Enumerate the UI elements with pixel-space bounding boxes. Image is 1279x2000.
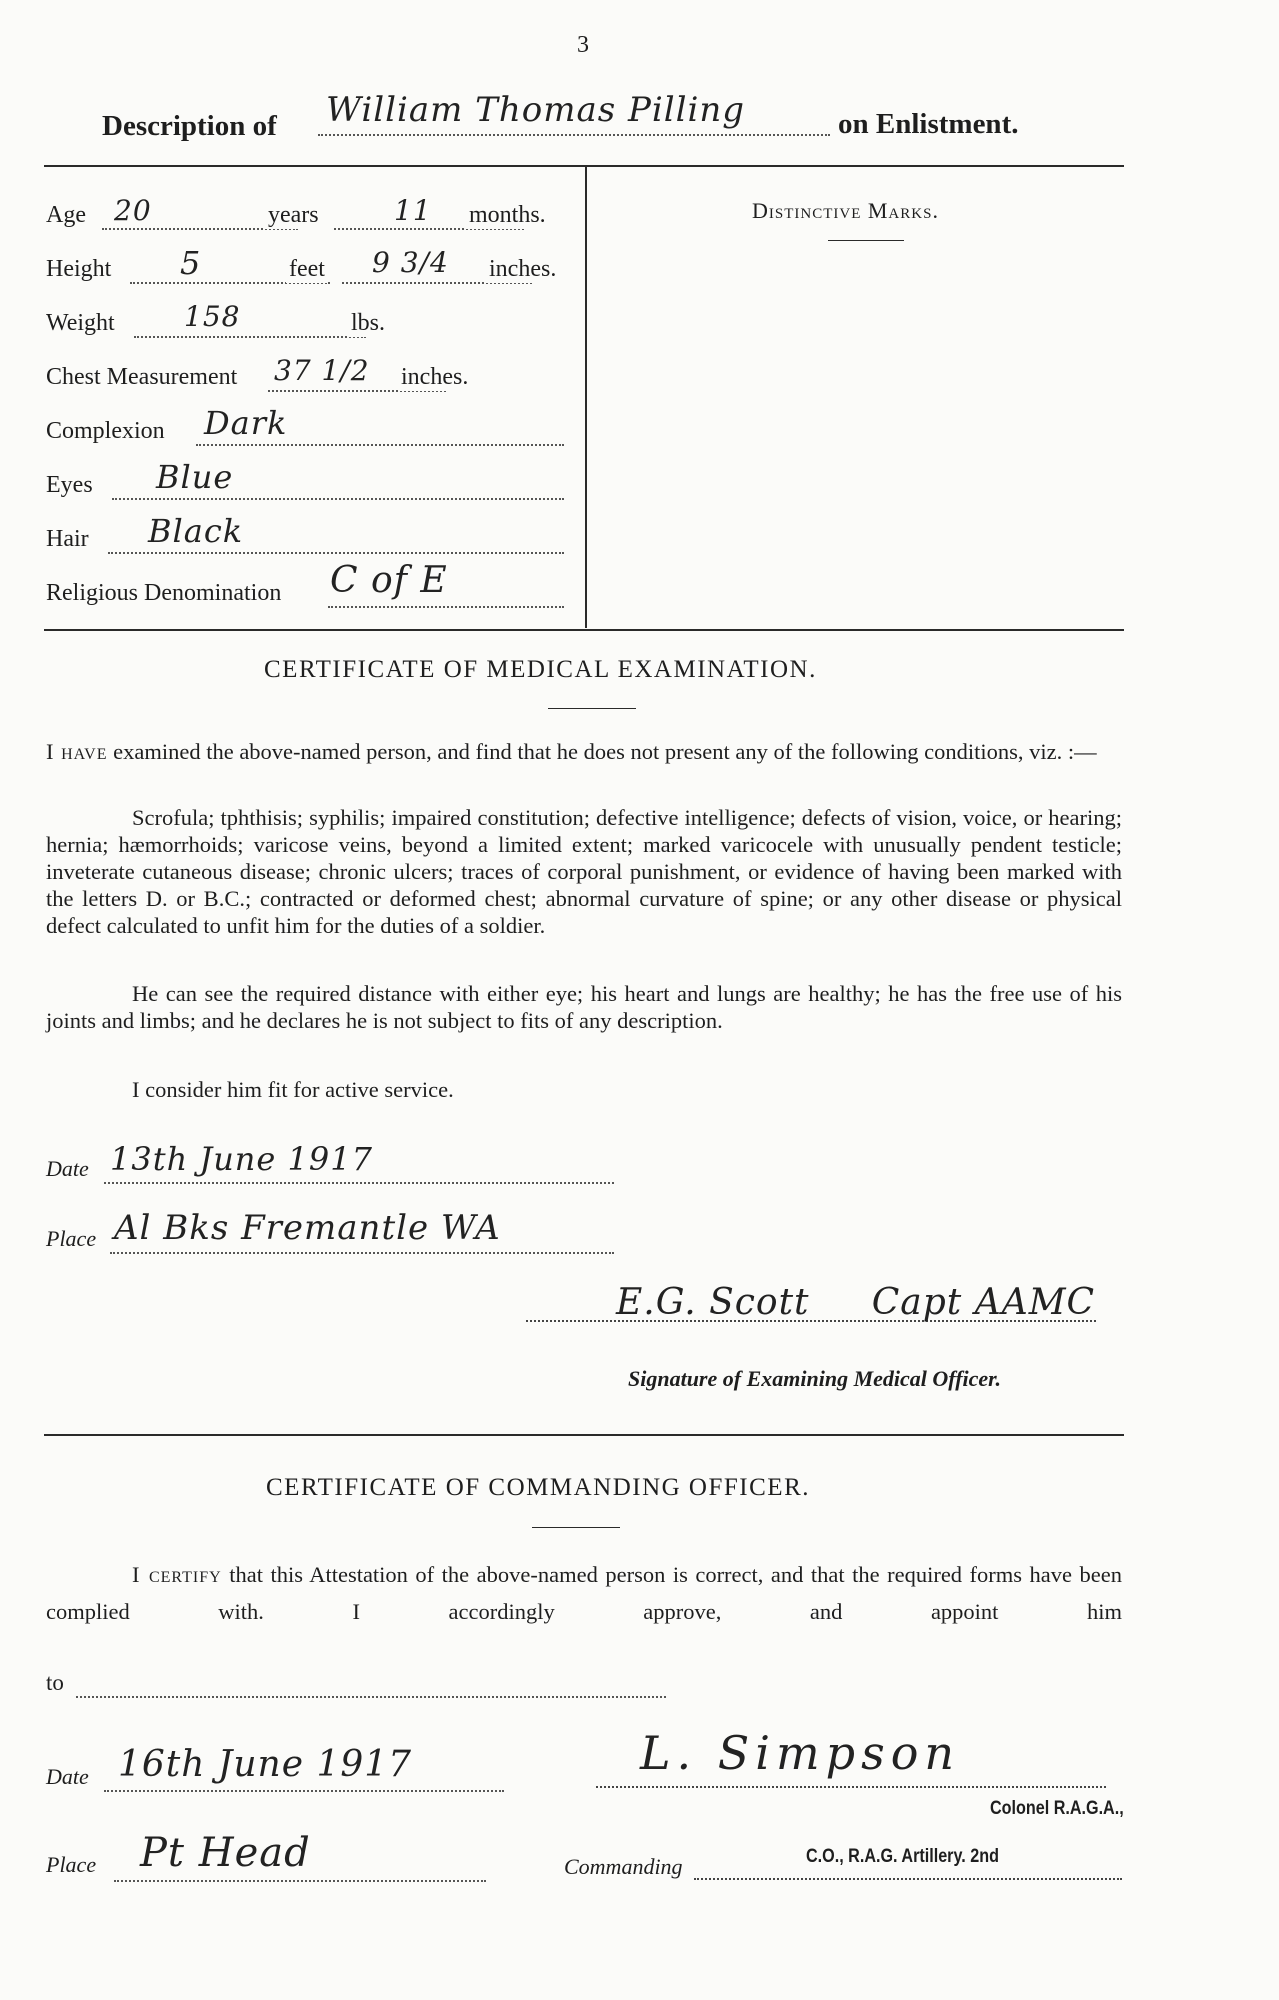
column-divider (585, 166, 587, 628)
lbs-label: lbs. (348, 310, 388, 337)
height-inches: 9 3/4 (372, 246, 449, 279)
commanding-date-value: 16th June 1917 (118, 1744, 413, 1785)
medical-intro (46, 738, 1122, 765)
medical-title: CERTIFICATE OF MEDICAL EXAMINATION. (264, 656, 817, 683)
complexion-label: Complexion (46, 418, 165, 444)
commanding-unit-line (694, 1876, 1122, 1880)
commanding-title-underline (532, 1527, 620, 1528)
weight-label: Weight (46, 310, 115, 336)
medical-consider: I consider him fit for active service. (132, 1077, 454, 1102)
medical-place-row (46, 1208, 616, 1256)
age-years: 20 (114, 194, 152, 227)
medical-date-row (46, 1140, 616, 1186)
header-name-line (318, 90, 830, 136)
eyes-label: Eyes (46, 472, 93, 498)
height-label: Height (46, 256, 112, 282)
hair-value: Black (148, 512, 244, 550)
hair-label: Hair (46, 526, 89, 552)
medical-place-value: Al Bks Fremantle WA (114, 1208, 501, 1248)
medical-title-underline (548, 708, 636, 709)
header-prefix: Description of (102, 110, 277, 142)
commanding-date-row (46, 1744, 506, 1794)
medical-signature: E.G. Scott Capt AAMC (616, 1282, 1096, 1323)
commanding-stamp-rank: Colonel R.A.G.A., (990, 1798, 1124, 1819)
complexion-value: Dark (204, 404, 288, 442)
eyes-line (112, 458, 564, 500)
commanding-date-line (104, 1744, 504, 1792)
chest-inches-label: inches. (398, 364, 471, 391)
commanding-signature-line (596, 1784, 1106, 1788)
commanding-place-line (114, 1830, 486, 1882)
commanding-place-label: Place (46, 1852, 97, 1877)
weight-line (134, 300, 366, 338)
medical-fitness: He can see the required distance with either eye; his heart and lungs are healthy; he has the free use of his joints and limbs; and he declares he is not subject to fits of any description. (46, 981, 1122, 1033)
header-name: William Thomas Pilling (326, 90, 746, 130)
chest-value: 37 1/2 (274, 354, 370, 387)
months-label: months. (466, 202, 549, 229)
commanding-stamp-unit: C.O., R.A.G. Artillery. 2nd (806, 1846, 999, 1867)
commanding-date-label: Date (46, 1764, 89, 1789)
commanding-signature: L. Simpson (640, 1726, 961, 1780)
commanding-to-row (46, 1664, 676, 1700)
religion-value: C of E (330, 560, 448, 601)
hair-line (108, 512, 564, 554)
medical-conditions: Scrofula; tphthisis; syphilis; impaired constitution; defective intelligence; defects of vision, voice, or hearing; hernia; hæmorrhoids; varicose veins, beyond a limited extent; marked varicocele with unusually pendent testicle; inveterate cutaneous disease; chronic ulcers; traces of corporal punishment, or evidence of having been marked with the letters D. or B.C.; contracted or deformed chest; abnormal curvature of spine; or any other disease or physical defect calculated to unfit him for the duties of a soldier. (46, 805, 1122, 938)
distinctive-marks-label: Distinctive Marks. (752, 198, 939, 223)
height-row (46, 244, 576, 286)
distinctive-marks-underline (828, 240, 904, 241)
page-number: 3 (577, 32, 589, 58)
commanding-certify (46, 1556, 1122, 1630)
eyes-row (46, 458, 576, 502)
age-months: 11 (394, 194, 432, 227)
table-bottom-rule (44, 629, 1124, 631)
commanding-to-label: to (46, 1670, 64, 1695)
medical-intro-rest: examined the above-named person, and find that he does not present any of the following conditions, viz. :— (113, 739, 1097, 764)
age-row (46, 194, 576, 232)
medical-place-label: Place (46, 1226, 97, 1251)
feet-label: feet (286, 256, 328, 283)
years-label: years (264, 202, 323, 229)
hair-row (46, 512, 576, 556)
commanding-label: Commanding (564, 1854, 683, 1879)
inches-label: inches. (486, 256, 559, 283)
medical-date-value: 13th June 1917 (110, 1140, 373, 1178)
commanding-place-value: Pt Head (140, 1830, 311, 1876)
header-suffix: on Enlistment. (838, 108, 1019, 140)
religion-line (328, 560, 564, 608)
commanding-certify-lead: I certify (132, 1562, 222, 1587)
medical-place-line (110, 1208, 614, 1254)
chest-label: Chest Measurement (46, 364, 238, 390)
commanding-certify-rest: that this Attestation of the above-named person is correct, and that the required forms have been complied with. I accordingly approve, and appoint him (46, 1562, 1122, 1624)
commanding-title: CERTIFICATE OF COMMANDING OFFICER. (266, 1474, 810, 1501)
weight-row (46, 300, 576, 340)
medical-signature-caption: Signature of Examining Medical Officer. (628, 1366, 1002, 1391)
top-rule (44, 165, 1124, 167)
religion-label: Religious Denomination (46, 580, 282, 606)
medical-intro-lead: I have (46, 739, 108, 764)
middle-rule (44, 1434, 1124, 1436)
commanding-place-row (46, 1830, 506, 1882)
height-feet: 5 (180, 244, 202, 282)
chest-row (46, 354, 576, 394)
age-label: Age (46, 202, 86, 228)
medical-date-label: Date (46, 1156, 89, 1181)
complexion-line (196, 404, 564, 446)
commanding-to-line (76, 1670, 666, 1698)
eyes-value: Blue (156, 458, 234, 496)
weight-value: 158 (184, 300, 241, 333)
complexion-row (46, 404, 576, 448)
religion-row (46, 560, 576, 610)
medical-date-line (104, 1140, 614, 1184)
